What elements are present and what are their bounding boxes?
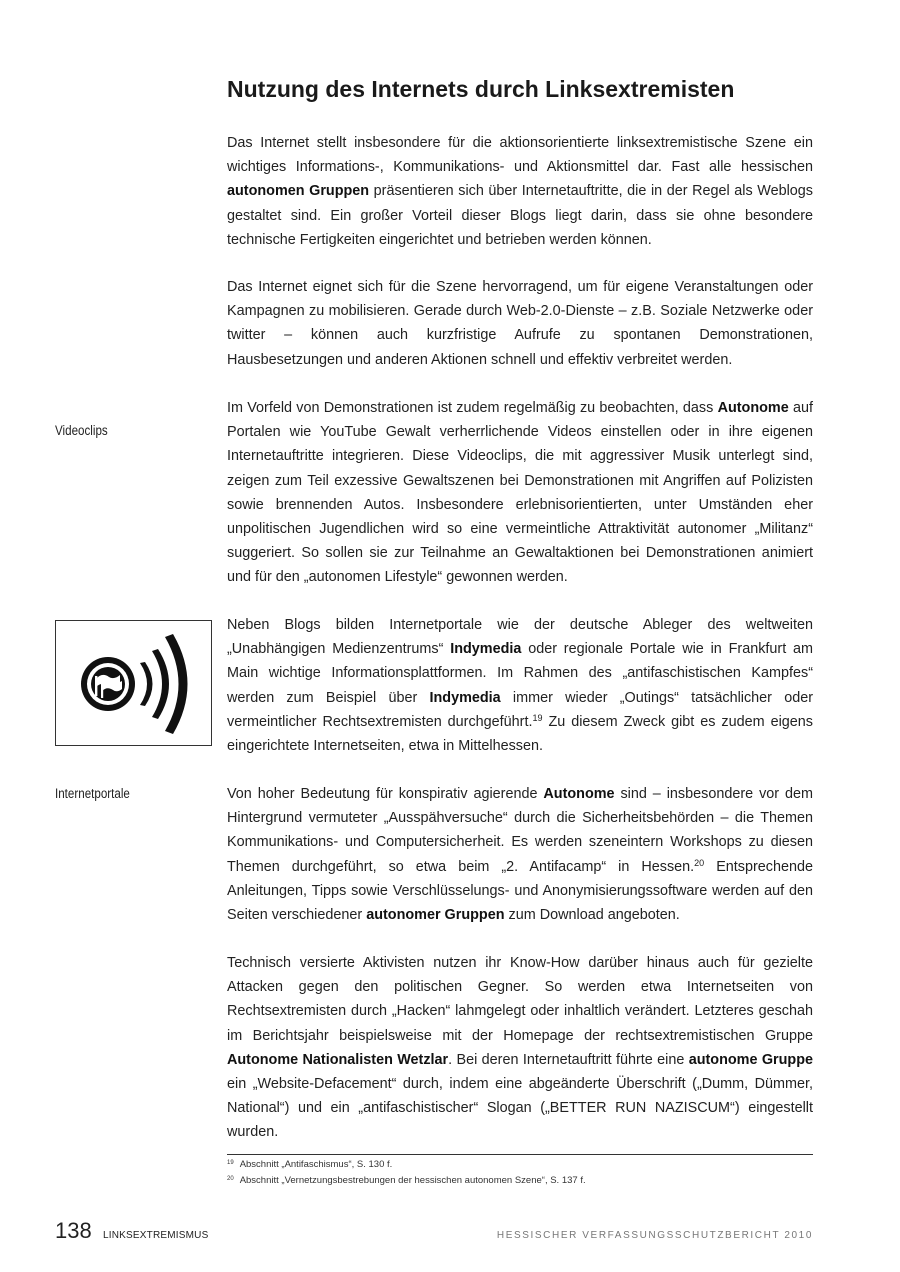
text-run: Neben Blogs bilden Internetportale wie der deutsche Ableger des weltweiten „Unabhängigen Medienzentrums“ — [227, 617, 813, 658]
text-run: oder regionale Portale wie in Frankfurt am Main wichtige Informationsplattformen. Im Rahmen des „antifaschistischen Kampfes“ werden zum Beispiel über — [227, 641, 813, 706]
paragraph-3 — [227, 396, 813, 590]
paragraph-6 — [227, 951, 813, 1145]
emphasis-term: autonome Gruppe — [688, 1051, 813, 1068]
footnote-reference: 20 — [694, 857, 705, 868]
text-run: immer wieder „Outings“ tatsächlicher oder vermeintlicher Rechtsextremisten durchgeführt. — [227, 689, 813, 730]
emphasis-term: autonomer Gruppen — [366, 907, 505, 924]
footnote-number: 20 — [227, 1176, 234, 1182]
text-run: sind – insbesondere vor dem Hintergrund vermuteter „Ausspähversuche“ durch die Sicherheitsbehörden – die Themen Kommunikations- und Computersicherheit. Es werden szeneintern Workshops zu diesen Themen durchgeführt, so etwa beim „2. Antifacamp“ in Hessen. — [227, 786, 813, 875]
text-run: Im Vorfeld von Demonstrationen ist zudem regelmäßig zu beobachten, dass — [227, 400, 718, 416]
text-run: präsentieren sich über Internetauftritte, die in der Regel als Weblogs gestaltet sind. Ein großer Vorteil dieser Blogs liegt darin, dass sie ohne besondere technische Fertigkeiten eingerichtet und betrieben werden können. — [227, 183, 813, 248]
text-run: Das Internet stellt insbesondere für die aktionsorientierte linksextremistische Szene ein wichtiges Informations-, Kommunikations- und Aktionsmittel dar. Fast alle hessischen — [227, 135, 813, 176]
text-run: auf Portalen wie YouTube Gewalt verherrlichende Videos einstellen oder in ihre eigenen Internetauftritte integrieren. Diese Videoclips, die mit aggressiver Musik unterlegt sind, zeigen zum Teil exzessive Gewaltszenen bei Demonstrationen mit Angriffen auf Polizisten sowie brennenden Autos. Insbesondere erlebnisorientierten, unter Umständen eher unpolitischen Jugendlichen wird so eine vermeintliche Attraktivität autonomer „Militanz“ suggeriert. So sollen sie zur Teilnahme an Gewaltaktionen bei Demonstrationen animiert und für den „autonomen Lifestyle“ gewonnen werden. — [227, 400, 813, 586]
emphasis-term: Autonome — [717, 400, 789, 416]
antifa-flag-broadcast-icon — [56, 621, 213, 747]
text-run: Technisch versierte Aktivisten nutzen ihr Know-How darüber hinaus auch für gezielte Attacken gegen den politischen Gegner. So werden etwa Internetseiten von Rechtsextremisten durch „Hacken“ lahmgelegt oder inhaltlich verändert. Letzteres geschah im Berichtsjahr beispielsweise mit der Homepage der rechtsextremistischen Gruppe — [227, 955, 813, 1044]
section-label: LINKSEXTREMISMUS — [103, 1230, 209, 1241]
margin-note-videoclips: Videoclips — [55, 423, 108, 438]
text-run: . Bei deren Internetauftritt führte eine — [448, 1051, 689, 1068]
emphasis-term: Indymedia — [450, 641, 522, 658]
page-number: 138 — [55, 1218, 92, 1243]
paragraph-5 — [227, 782, 813, 927]
report-title: HESSISCHER VERFASSUNGSSCHUTZBERICHT 2010 — [496, 1230, 813, 1241]
paragraph-2 — [227, 275, 813, 372]
footnote-number: 19 — [227, 1160, 234, 1166]
footnote-19 — [227, 1159, 392, 1170]
paragraph-1 — [227, 131, 813, 252]
emphasis-term: Autonome Nationalisten Wetzlar — [227, 1051, 449, 1068]
text-run: Von hoher Bedeutung für konspirativ agierende — [227, 786, 544, 802]
footnote-text: Abschnitt „Vernetzungsbestrebungen der hessischen autonomen Szene“, S. 137 f. — [239, 1175, 586, 1186]
margin-note-internetportale: Internetportale — [55, 786, 130, 801]
footnote-reference: 19 — [532, 712, 543, 723]
text-run: Entsprechende Anleitungen, Tipps sowie Verschlüsselungs- und Anonymisierungssoftware werden auf den Seiten verschiedener — [227, 858, 813, 924]
footnote-20 — [227, 1175, 586, 1186]
footnote-divider — [227, 1154, 813, 1155]
emphasis-term: Indymedia — [429, 689, 501, 706]
text-run: ein „Website-Defacement“ durch, indem eine abgeänderte Überschrift („Dumm, Dümmer, National“) und ein „antifaschistischer“ Slogan („BETTER RUN NAZISCUM“) eingestellt wurden. — [227, 1076, 813, 1141]
emphasis-term: Autonome — [543, 786, 615, 802]
footnote-text: Abschnitt „Antifaschismus“, S. 130 f. — [239, 1159, 393, 1170]
paragraph-4 — [227, 613, 813, 758]
text-run: zum Download angeboten. — [504, 907, 680, 924]
emphasis-term: autonomen Gruppen — [227, 183, 370, 200]
page-title: Nutzung des Internets durch Linksextremisten — [227, 76, 735, 102]
antifa-logo-image — [55, 620, 212, 746]
text-run: Das Internet eignet sich für die Szene hervorragend, um für eigene Veranstaltungen oder Kampagnen zu mobilisieren. Gerade durch Web-2.0-Dienste – z.B. Soziale Netzwerke oder twitter – können auch kurzfristige Aufrufe zu spontanen Demonstrationen, Hausbesetzungen und anderen Aktionen schnell und effektiv verbreitet werden. — [227, 279, 813, 368]
text-run: Zu diesem Zweck gibt es zudem eigens eingerichtete Internetseiten, etwa in Mittelhessen. — [227, 713, 814, 755]
